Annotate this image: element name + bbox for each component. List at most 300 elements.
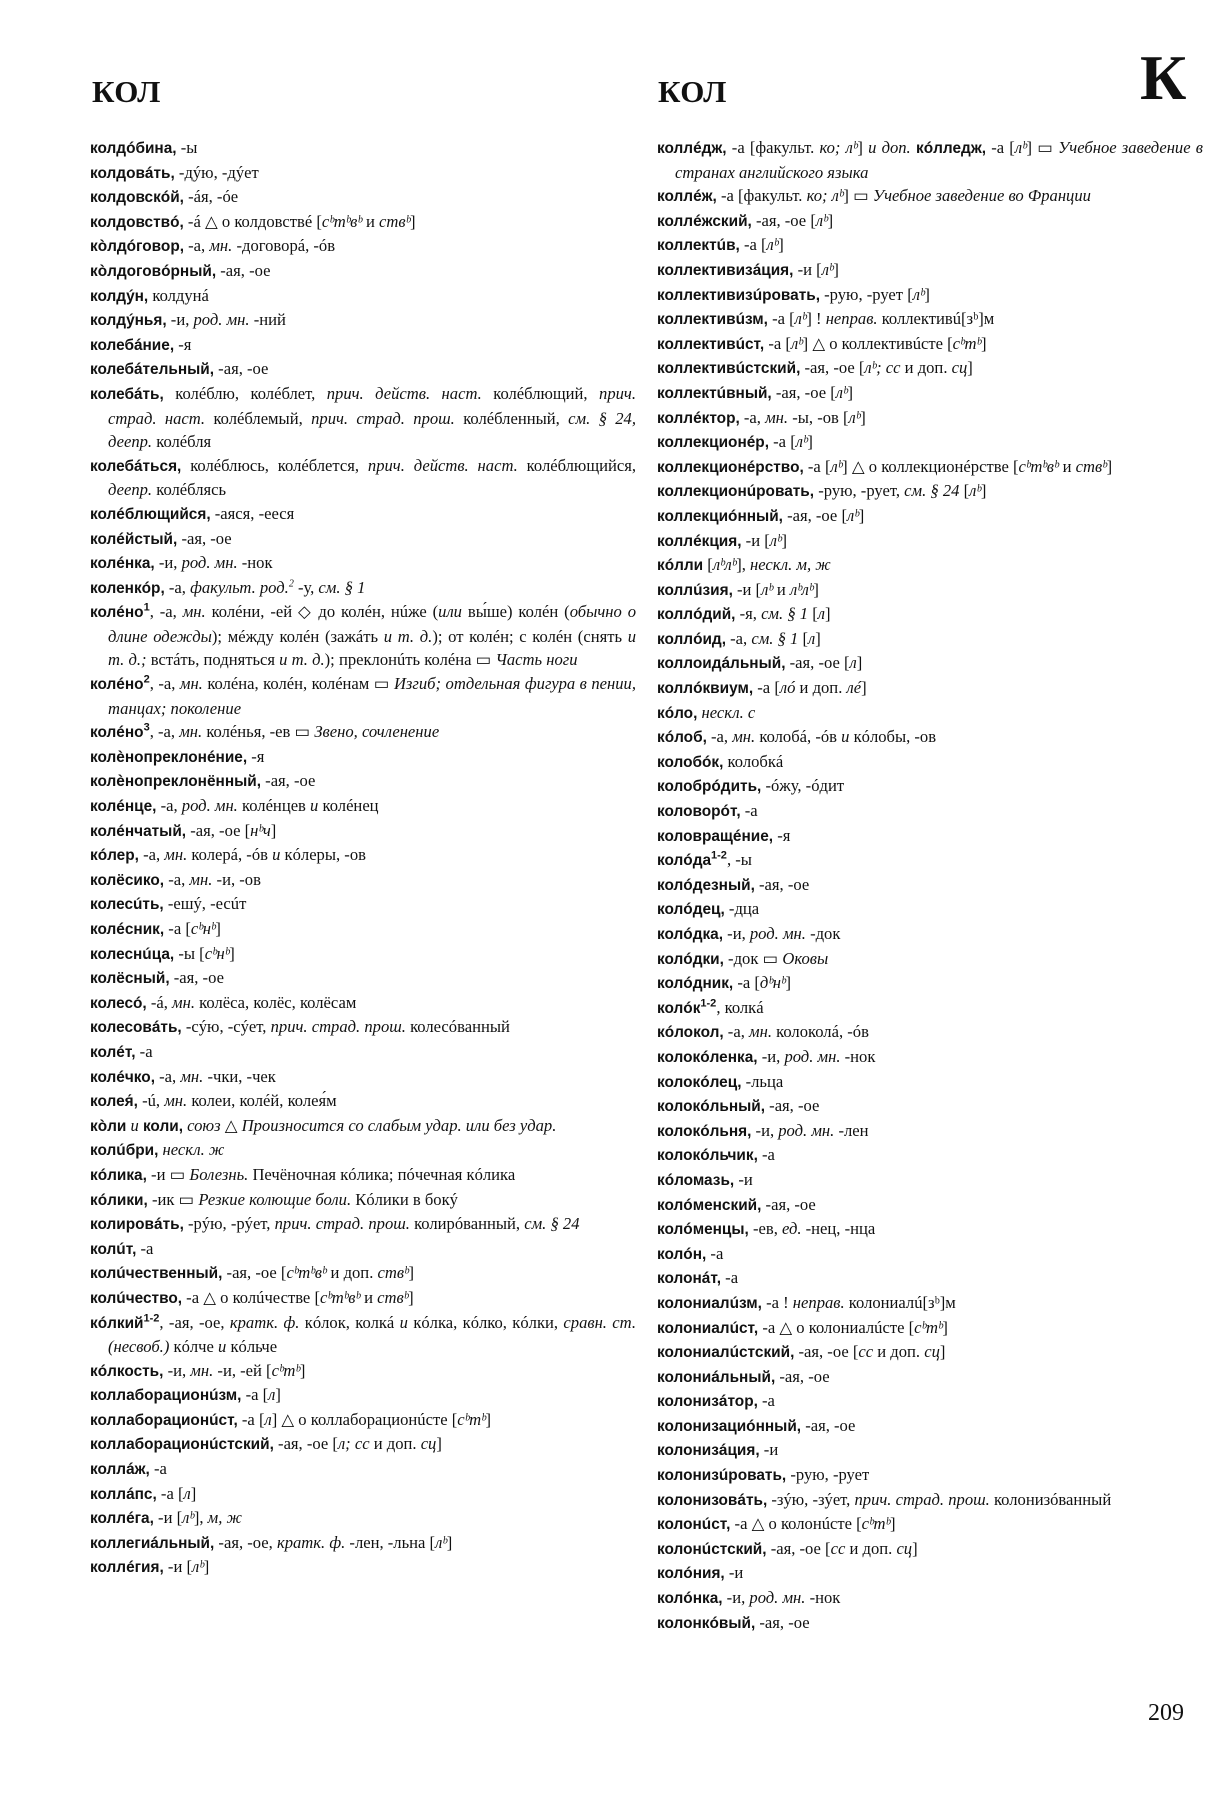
grammar-note: лᵇ [766, 235, 779, 255]
entry-text: -сýю, -сýет, [181, 1017, 271, 1037]
entry-text: ] [190, 1483, 197, 1503]
entry-text: -а [757, 1145, 775, 1165]
headword: колéнце, [90, 798, 157, 816]
entry-text: -ая, -ое [ [800, 358, 865, 378]
grammar-note: см. § 24 [904, 481, 960, 501]
headword: колёсико, [90, 871, 165, 889]
headword: коллéктор, [657, 409, 740, 427]
grammar-note: лé [846, 678, 862, 698]
entry-text: коллективú[зᵇ]м [877, 309, 995, 329]
headword: колокóлец, [657, 1073, 742, 1091]
entry-text: -ая, -ое [761, 1194, 816, 1214]
entry-text: -ú, [137, 1091, 165, 1111]
grammar-note: ствᵇ [1075, 456, 1107, 476]
headword: колокóльня, [657, 1122, 752, 1140]
entry-text: -нок [805, 1588, 841, 1608]
grammar-note: мн. [172, 992, 196, 1012]
entry-text: ] [912, 1538, 918, 1558]
headword: колонизáция, [657, 1442, 760, 1460]
dictionary-entry [90, 769, 636, 794]
entry-text: -ая, -ое [ [273, 1434, 338, 1454]
dictionary-entry [657, 676, 1203, 701]
entry-text: -ая, -ое [214, 359, 269, 379]
entry-text: колéблю, колéблет, [163, 383, 327, 403]
grammar-note: сᵇтᵇ [457, 1409, 486, 1429]
headword: колонизúровать, [657, 1467, 787, 1485]
entry-text: -а △ о колониалúсте [ [758, 1317, 915, 1337]
grammar-note: прич. страд. прош. [270, 1017, 406, 1037]
grammar-note: мн. [765, 407, 789, 427]
entry-text: ] [1106, 456, 1113, 476]
dictionary-entry [657, 1193, 1203, 1218]
entry-text: -ая, -ое [261, 771, 316, 791]
entry-text: -а [факульт. [716, 186, 807, 206]
entry-text: -чки, -чек [203, 1066, 276, 1086]
grammar-note: сᵇтᵇ [914, 1317, 943, 1337]
dictionary-entry [657, 824, 1203, 849]
entry-text: -ая, -ое [755, 1612, 810, 1632]
grammar-note: или [438, 602, 462, 622]
dictionary-entry [657, 996, 1203, 1021]
grammar-note: дᵇнᵇ [759, 973, 786, 993]
dictionary-entry [657, 1094, 1203, 1119]
entry-text: ] [410, 211, 416, 231]
entry-text: ] [778, 235, 784, 255]
grammar-note: род. мн. [749, 1588, 806, 1608]
dictionary-entry [657, 1045, 1203, 1070]
dictionary-entry [657, 602, 1203, 627]
entry-text: 2 [288, 578, 294, 590]
grammar-note: род. мн. [778, 1120, 835, 1140]
dictionary-entry [90, 1114, 636, 1139]
headword: кòлдóговор, [90, 238, 184, 256]
dictionary-entry [90, 308, 636, 333]
running-head-left: КОЛ [92, 74, 161, 109]
left-column [90, 136, 636, 1580]
headword: коллекционéр, [657, 434, 769, 452]
headword: коллúзия, [657, 581, 733, 599]
dictionary-entry [657, 283, 1203, 308]
headword: колóнка, [657, 1590, 723, 1608]
dictionary-entry [657, 529, 1203, 554]
dictionary-entry [657, 1340, 1203, 1365]
entry-text: -а, [164, 577, 191, 597]
dictionary-entry [90, 1188, 636, 1213]
dictionary-entry [90, 1311, 636, 1359]
entry-text: -и [ [793, 259, 822, 279]
headword: колобрóдить, [657, 778, 762, 796]
headword: колóдник, [657, 975, 734, 993]
entry-text: ] [857, 138, 869, 157]
dictionary-entry [90, 1457, 636, 1482]
dictionary-entry [657, 479, 1203, 504]
entry-text: колéнец [318, 796, 379, 816]
grammar-note: союз [182, 1115, 225, 1135]
headword: колесовáть, [90, 1019, 182, 1037]
entry-text: -ев, [748, 1219, 782, 1239]
headword: коленкóр, [90, 579, 165, 597]
headword: кóлика, [90, 1166, 147, 1184]
grammar-note: сᵇтᵇ [861, 1514, 890, 1534]
entry-text: -и ▭ [146, 1164, 190, 1184]
grammar-note: нескл. с [697, 702, 756, 722]
grammar-note: сᵇнᵇ [204, 943, 230, 963]
dictionary-entry [90, 333, 636, 358]
headword: колóк [657, 999, 701, 1017]
entry-text: -ешý, -есúт [163, 894, 247, 914]
headword: колóменский, [657, 1196, 762, 1214]
grammar-note: мн. [164, 1091, 188, 1111]
headword: коллективизáция, [657, 261, 794, 279]
grammar-note: Часть ноги [495, 650, 578, 670]
dictionary-entry [657, 1463, 1203, 1488]
entry-text: колéни, -ей ◇ до колéн, нúже ( [205, 602, 439, 622]
grammar-note: сᵇтᵇ [952, 333, 981, 353]
entry-text: -и [724, 1563, 744, 1583]
dictionary-entry [657, 258, 1203, 283]
right-column [657, 136, 1203, 1635]
headword: коллéга, [90, 1510, 154, 1528]
grammar-note: лᵇ [830, 456, 843, 476]
entry-text: ] [825, 604, 831, 624]
entry-text: -льца [741, 1071, 784, 1091]
grammar-note: и [272, 845, 281, 865]
grammar-note: кратк. ф. [276, 1532, 346, 1552]
dictionary-entry [657, 1512, 1203, 1537]
entry-text: колирóванный, [409, 1214, 525, 1234]
headword: коллектúвный, [657, 384, 772, 402]
entry-text: кóлобы, -ов [849, 727, 937, 747]
dictionary-entry [90, 454, 636, 502]
grammar-note: л [849, 653, 857, 673]
entry-text: 1 [143, 601, 150, 614]
dictionary-entry [90, 745, 636, 770]
grammar-note: мн. [190, 1360, 214, 1380]
entry-text: ] [408, 1263, 415, 1283]
dictionary-entry [657, 1266, 1203, 1291]
headword: колебáться, [90, 457, 182, 475]
entry-text: -а, [725, 628, 752, 648]
headword: колебáние, [90, 336, 175, 354]
dictionary-entry [657, 136, 1203, 184]
headword: кóлокол, [657, 1024, 724, 1042]
headword: колéт, [90, 1043, 136, 1061]
entry-text: -и [ [732, 579, 762, 599]
running-head-right: КОЛ [658, 74, 727, 109]
entry-text: -и, [166, 310, 194, 330]
entry-text: -а [ [803, 456, 831, 476]
dictionary-entry [90, 1040, 636, 1065]
grammar-note: прич. страд. прош. [274, 1214, 410, 1234]
grammar-note: ед. [782, 1219, 802, 1239]
grammar-note: факульт. род. [190, 577, 289, 597]
grammar-note: сц [951, 358, 968, 378]
grammar-note: лᵇ [912, 284, 925, 304]
headword: коллáпс, [90, 1485, 157, 1503]
grammar-note: нᵇч [250, 820, 271, 840]
dictionary-entry [90, 720, 636, 745]
grammar-note: лᵇ [761, 579, 773, 599]
dictionary-entry [90, 357, 636, 382]
entry-text: ); мéжду колéн (зажáть [211, 626, 384, 646]
entry-text: -áя, -óе [183, 187, 239, 207]
entry-text: -нок [840, 1046, 876, 1066]
grammar-note: Звено, сочленение [314, 722, 440, 742]
grammar-note: сᵇтᵇ [271, 1360, 300, 1380]
dictionary-entry [657, 1414, 1203, 1439]
entry-text: -á, [146, 992, 173, 1012]
entry-text: -ы, -ов [ [788, 407, 849, 427]
entry-text: -а [ [753, 678, 780, 698]
dictionary-entry [657, 774, 1203, 799]
entry-text: колерá, -óв [187, 845, 273, 865]
entry-text: -и [ [153, 1508, 183, 1528]
entry-text: -а △ о колонúсте [ [730, 1514, 862, 1534]
grammar-note: мн. [182, 602, 206, 622]
grammar-note: сᵇтᵇвᵇ [321, 211, 362, 231]
entry-text: -ая, -ое [ [186, 820, 251, 840]
grammar-note: лᵇ [790, 333, 803, 353]
entry-text: и доп. [795, 678, 847, 698]
headword: коллéкция, [657, 532, 742, 550]
headword: коллаборационúст, [90, 1411, 238, 1429]
entry-text: △ [224, 1115, 242, 1135]
dictionary-entry [90, 1531, 636, 1556]
headword: колобóк, [657, 753, 724, 771]
entry-text: ], [193, 1508, 208, 1528]
headword: колéчко, [90, 1068, 155, 1086]
dictionary-entry [657, 1316, 1203, 1341]
entry-text: и [359, 1287, 378, 1307]
dictionary-entry [90, 1432, 636, 1457]
entry-text: колёса, колёс, колёсам [195, 992, 357, 1012]
headword: коллéжский, [657, 212, 752, 230]
entry-text: ] [299, 1360, 306, 1380]
entry-text: ] [815, 628, 821, 648]
dictionary-entry [90, 600, 636, 672]
entry-text: , колкá [716, 997, 764, 1017]
headword: кóлоб, [657, 729, 707, 747]
dictionary-entry [90, 672, 636, 720]
grammar-note: мн. [749, 1022, 772, 1042]
entry-text: -а, [154, 1066, 181, 1086]
dictionary-entry [90, 1163, 636, 1188]
headword: коллаборационúзм, [90, 1387, 242, 1405]
headword: колесúть, [90, 896, 164, 914]
entry-text: колеи, колéй, колея́м [187, 1091, 337, 1111]
dictionary-entry [90, 1408, 636, 1433]
headword: колебáть, [90, 385, 164, 403]
dictionary-entry [657, 1365, 1203, 1390]
entry-text: -я [773, 825, 791, 845]
headword: колонизациóнный, [657, 1417, 802, 1435]
headword: коллоидáльный, [657, 655, 786, 673]
headword: коллóдий, [657, 606, 736, 624]
grammar-note: и т. д. [383, 626, 433, 646]
headword: колéно [90, 676, 144, 694]
entry-text: -а [740, 801, 758, 821]
headword: колéно [90, 724, 144, 742]
dictionary-entry [657, 1561, 1203, 1586]
grammar-note: и [399, 1312, 408, 1332]
entry-text: ] [781, 530, 787, 550]
entry-text: -ая, -ое [765, 1096, 820, 1116]
entry-text: ] ! [806, 309, 826, 329]
grammar-note: обычно о длине одежды [108, 602, 636, 646]
grammar-note: мн. [209, 236, 233, 256]
entry-text: -договорá, -óв [232, 236, 336, 256]
entry-text: -а, [706, 727, 733, 747]
entry-text: -а △ о колúчестве [ [182, 1287, 320, 1307]
entry-text: кóлче [169, 1337, 219, 1357]
grammar-note: л [808, 628, 816, 648]
dictionary-entry [657, 184, 1203, 209]
entry-text: -ы [ [174, 943, 205, 963]
entry-text: 1-2 [700, 997, 717, 1010]
headword: колúт, [90, 1240, 137, 1258]
entry-text: колобкá [723, 751, 784, 771]
grammar-note: ствᵇ [377, 1263, 409, 1283]
grammar-note: и [841, 727, 850, 747]
grammar-note: Изгиб; отдельная фигура в пении, танцах; поколение [108, 674, 636, 718]
headword: коллекциóнный, [657, 507, 783, 525]
headword: колонизовáть, [657, 1491, 768, 1509]
entry-text: колéблясь [152, 480, 227, 500]
entry-text: 2 [143, 673, 150, 686]
entry-text: -я, [735, 604, 762, 624]
entry-text: , -ая, -ое, [159, 1312, 230, 1332]
entry-text: колéблюсь, колéблется, [181, 455, 368, 475]
entry-text: и доп. [845, 1538, 897, 1558]
entry-text: -ы [176, 138, 198, 157]
headword: кóлкость, [90, 1362, 164, 1380]
headword: колониалúзм, [657, 1294, 762, 1312]
grammar-note: Резкие колющие боли. [198, 1189, 352, 1209]
grammar-note: лᵇ [794, 309, 807, 329]
grammar-note: деепр. [108, 480, 153, 500]
entry-text: ] [856, 653, 863, 673]
entry-text: -и, -ов [212, 869, 261, 889]
grammar-note: сравн. ст. (несвоб.) [108, 1312, 637, 1357]
grammar-note: сᵇнᵇ [190, 919, 216, 938]
entry-text: , -а, [149, 674, 180, 694]
dictionary-entry [657, 1070, 1203, 1095]
entry-text: ); от колéн; с колéн (снять [432, 626, 628, 646]
headword: колèнопреклонённый, [90, 773, 262, 791]
grammar-note: сц [924, 1342, 940, 1362]
dictionary-entry [657, 209, 1203, 234]
headword: колéнка, [90, 555, 155, 573]
headword: коллáж, [90, 1461, 150, 1479]
grammar-note: сᵇтᵇвᵇ [286, 1263, 327, 1283]
dictionary-entry [90, 1138, 636, 1163]
grammar-note: лᵇ; сс [864, 358, 901, 378]
entry-text: , -а, [149, 722, 180, 742]
headword: колóния, [657, 1565, 725, 1583]
entry-text: и доп. [326, 1263, 378, 1283]
entry-text: 3 [143, 721, 150, 734]
headword: колéйстый, [90, 530, 178, 548]
entry-text: ], [736, 555, 751, 575]
grammar-note: мн. [189, 869, 213, 889]
dictionary-entry [90, 794, 636, 819]
dictionary-entry [90, 917, 636, 942]
grammar-note: род. мн. [181, 796, 238, 816]
headword: колèнопреклонéние, [90, 748, 248, 766]
dictionary-entry [657, 848, 1203, 873]
grammar-note: сц [896, 1538, 913, 1558]
grammar-note: нескл. ж [158, 1140, 225, 1160]
entry-text: -и, [722, 1588, 750, 1608]
grammar-note: прич. действ. наст. [326, 383, 482, 403]
dictionary-entry [657, 1119, 1203, 1144]
entry-text: -док [805, 924, 841, 943]
dictionary-entry [657, 971, 1203, 996]
dictionary-entry [657, 1168, 1203, 1193]
grammar-note: лᵇ [848, 407, 861, 427]
grammar-note: см. § 24 [524, 1214, 580, 1234]
entry-text: и доп. [900, 358, 952, 378]
grammar-note: лᵇ [821, 259, 834, 279]
headword: коллéгия, [90, 1559, 164, 1577]
dictionary-entry [657, 406, 1203, 431]
headword: коллекционúровать, [657, 483, 815, 501]
entry-text: -и, [154, 553, 182, 573]
dictionary-entry [657, 356, 1203, 381]
headword: колдýн, [90, 287, 149, 305]
grammar-note: л; сс [337, 1434, 370, 1454]
entry-text: -ая, -ое [801, 1415, 856, 1435]
entry-text: 1-2 [143, 1311, 160, 1324]
grammar-note: см. § 24, деепр. [108, 408, 636, 452]
headword: кóлики, [90, 1191, 148, 1209]
headword: кóломазь, [657, 1171, 735, 1189]
entry-text: ] ▭ [1026, 138, 1059, 157]
entry-text: -рýю, -рýет, [183, 1214, 275, 1234]
headword: коллекционéрство, [657, 458, 804, 476]
dictionary-entry [657, 701, 1203, 726]
grammar-note: ствᵇ [377, 1287, 409, 1307]
section-letter-mark: К [1140, 42, 1187, 113]
entry-text: ] [446, 1532, 453, 1552]
dictionary-entry [657, 1020, 1203, 1045]
grammar-note: лᵇ [769, 530, 782, 550]
grammar-note: лᵇ [795, 432, 808, 452]
headword: колéнчатый, [90, 822, 187, 840]
headword: колдýнья, [90, 312, 167, 330]
entry-text: ] ▭ [843, 186, 873, 206]
entry-text: ] [980, 481, 987, 501]
headword: колóдка, [657, 926, 724, 943]
entry-text: ] [270, 820, 277, 840]
entry-text: ] [215, 919, 221, 938]
dictionary-entry [90, 185, 636, 210]
entry-text: колéбленный, [454, 408, 569, 428]
entry-text: ] [967, 358, 973, 378]
entry-text: ] [485, 1409, 492, 1429]
headword: коллóквиум, [657, 680, 754, 698]
entry-text: -ая, -ое, [214, 1532, 277, 1552]
dictionary-entry [90, 942, 636, 967]
entry-text: Кóлики в бокý [351, 1189, 458, 1209]
grammar-note: лᵇ [815, 210, 828, 230]
grammar-note: род. мн. [749, 924, 806, 943]
dictionary-entry [657, 947, 1203, 972]
dictionary-entry [90, 234, 636, 259]
grammar-note: м, ж [207, 1508, 242, 1528]
headword: коллективúзм, [657, 311, 768, 329]
entry-text: 1-2 [711, 849, 727, 862]
